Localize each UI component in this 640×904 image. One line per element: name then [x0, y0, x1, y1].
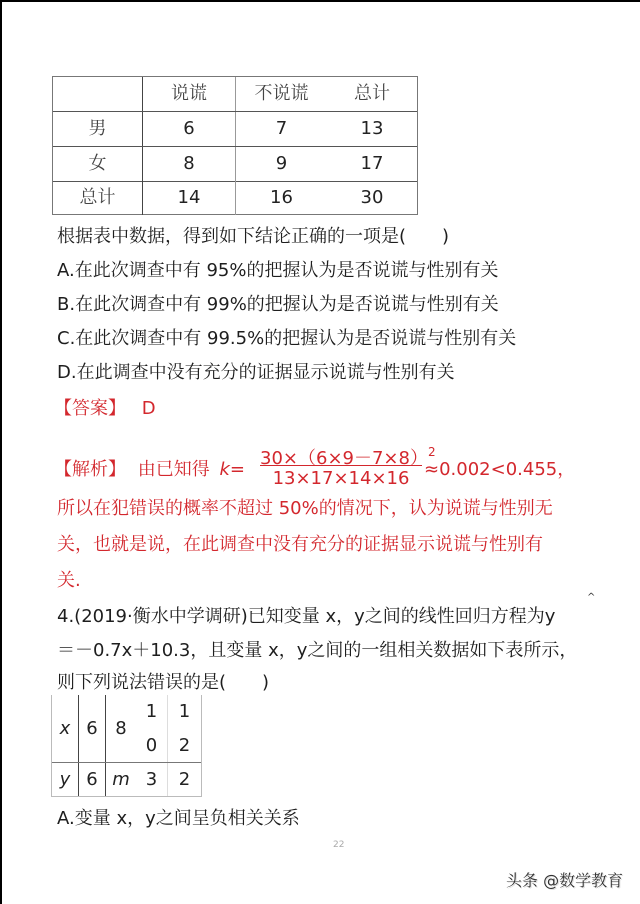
- option-b: B.在此次调查中有 99%的把握认为是否说谎与性别有关: [57, 294, 499, 315]
- page-number: 22: [333, 840, 345, 850]
- table-cell: 13: [360, 118, 384, 139]
- table-cell: 2: [178, 769, 191, 790]
- table-cell: 14: [143, 181, 236, 215]
- table-cell: 男: [53, 112, 143, 146]
- table-header-cell: 总计: [354, 83, 390, 104]
- chi-square-fraction: [260, 440, 436, 491]
- question4-line: ＝－0.7x＋10.3，且变量 x，y之间的一组相关数据如下表所示，: [57, 640, 578, 661]
- option-c: C.在此次调查中有 99.5%的把握认为是否说谎与性别有关: [57, 328, 517, 349]
- watermark: 头条 @数学教育: [506, 871, 624, 890]
- frame-border-top: [0, 0, 640, 2]
- table-cell: 6: [143, 112, 236, 146]
- exponent: 2: [427, 445, 436, 459]
- analysis-line: 所以在犯错误的概率不超过 50%的情况下，认为说谎与性别无: [57, 498, 553, 519]
- answer-row: [54, 394, 156, 420]
- y-label: y: [52, 763, 79, 796]
- fraction-numerator: [260, 440, 436, 469]
- digit: 0: [145, 734, 158, 756]
- table-cell: 17: [360, 153, 384, 174]
- analysis-line: 关，也就是说，在此调查中没有充分的证据显示说谎与性别有: [57, 534, 543, 555]
- answer-label: 【答案】: [54, 398, 126, 419]
- analysis-prefix: 由已知得: [137, 459, 210, 480]
- table-cell: 3: [136, 763, 168, 796]
- analysis-line: 关.: [57, 570, 81, 591]
- contingency-table: [52, 76, 418, 215]
- table-cell-split: [136, 695, 168, 762]
- digit: 1: [145, 700, 158, 722]
- regression-data-table: [51, 695, 202, 797]
- digit: 1: [178, 700, 191, 722]
- table-row-y: [52, 763, 201, 796]
- question4-line: 4.(2019·衡水中学调研)已知变量 x，y之间的线性回归方程为y: [57, 606, 556, 627]
- equals-sign: =: [229, 459, 245, 480]
- table-cell: 30: [360, 187, 384, 208]
- table-header-cell: 说谎: [143, 77, 236, 111]
- k-symbol: k: [219, 459, 230, 480]
- analysis-result: ≈0.002<0.455，: [424, 459, 576, 480]
- table-cell-split: [168, 695, 201, 762]
- frame-border-left: [0, 0, 2, 904]
- question4-line: 则下列说法错误的是( ): [57, 672, 270, 693]
- question-stem: 根据表中数据，得到如下结论正确的一项是( ): [57, 226, 450, 247]
- table-cell: 8: [143, 147, 236, 181]
- option-a-q4: A.变量 x，y之间呈负相关关系: [57, 808, 300, 829]
- option-d: D.在此调查中没有充分的证据显示说谎与性别有关: [57, 362, 455, 383]
- table-cell: 8: [115, 718, 127, 739]
- numerator-text: 30×（6×9－7×8）: [260, 448, 428, 469]
- y-hat-mark: ^: [587, 592, 596, 603]
- fraction-denominator: 13×17×14×16: [272, 468, 410, 489]
- table-cell: 7: [275, 118, 288, 139]
- table-cell: 女: [53, 147, 143, 181]
- table-header-row: [53, 77, 417, 112]
- table-cell: 6: [79, 763, 106, 796]
- table-row: [53, 147, 417, 182]
- table-cell: 6: [79, 695, 106, 762]
- option-a: A.在此次调查中有 95%的把握认为是否说谎与性别有关: [57, 260, 499, 281]
- answer-value: D: [141, 398, 156, 419]
- table-header-cell: [53, 77, 143, 111]
- table-row-x: [52, 695, 201, 763]
- table-header-cell: 不说谎: [254, 83, 309, 104]
- table-cell: 16: [270, 187, 293, 208]
- analysis-intro: [54, 455, 245, 481]
- digit: 2: [178, 734, 191, 756]
- analysis-label: 【解析】: [54, 459, 126, 480]
- table-cell: 9: [275, 153, 288, 174]
- table-cell: m: [112, 769, 130, 790]
- table-row: [53, 112, 417, 147]
- x-label: x: [52, 695, 79, 762]
- table-row: [53, 181, 417, 216]
- table-cell: 总计: [53, 181, 143, 215]
